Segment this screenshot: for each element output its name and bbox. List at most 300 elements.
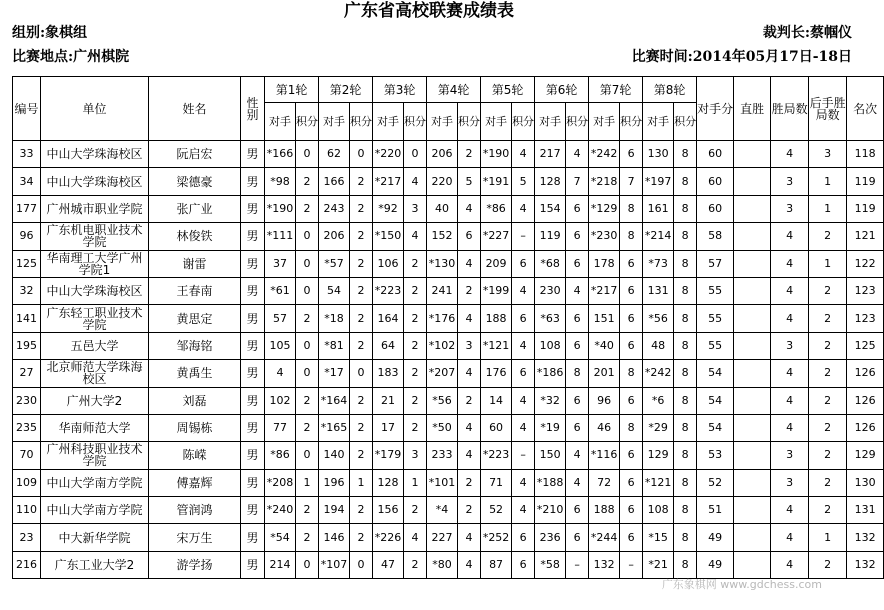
cell-no: 216	[13, 551, 41, 578]
cell-round-opponent: *190	[265, 195, 296, 222]
cell-round-opponent: *223	[481, 442, 512, 469]
cell-unit: 广州大学2	[41, 387, 149, 414]
cell-wins: 4	[771, 524, 809, 551]
cell-round-points: 4	[566, 277, 589, 304]
cell-round-points: 8	[674, 442, 697, 469]
cell-round-points: –	[512, 442, 535, 469]
cell-round-opponent: 241	[427, 277, 458, 304]
cell-round-opponent: 77	[265, 414, 296, 441]
header-points: 积分	[350, 103, 373, 141]
cell-round-points: –	[566, 551, 589, 578]
table-row	[13, 223, 884, 250]
cell-round-opponent: *58	[535, 551, 566, 578]
cell-round-points: 1	[350, 469, 373, 496]
cell-direct	[734, 141, 771, 168]
cell-direct	[734, 497, 771, 524]
cell-no: 235	[13, 414, 41, 441]
cell-round-points: 2	[458, 387, 481, 414]
header-opp: 对手	[373, 103, 404, 141]
cell-round-points: 0	[296, 360, 319, 387]
cell-round-opponent: 129	[643, 442, 674, 469]
cell-opp-score: 55	[697, 277, 734, 304]
cell-round-points: 6	[512, 250, 535, 277]
cell-wins: 4	[771, 414, 809, 441]
header-round-2: 第2轮	[319, 77, 373, 103]
cell-round-opponent: 209	[481, 250, 512, 277]
cell-round-points: 2	[404, 414, 427, 441]
cell-wins: 4	[771, 305, 809, 332]
cell-no: 33	[13, 141, 41, 168]
cell-opp-score: 60	[697, 195, 734, 222]
cell-round-opponent: 52	[481, 497, 512, 524]
cell-round-opponent: 108	[535, 332, 566, 359]
cell-unit: 中山大学珠海校区	[41, 141, 149, 168]
cell-black-wins: 2	[809, 360, 847, 387]
cell-round-opponent: *61	[265, 277, 296, 304]
cell-wins: 3	[771, 168, 809, 195]
cell-unit: 中山大学珠海校区	[41, 277, 149, 304]
cell-round-points: 8	[674, 168, 697, 195]
cell-sex: 男	[241, 332, 265, 359]
cell-round-opponent: 17	[373, 414, 404, 441]
cell-opp-score: 55	[697, 305, 734, 332]
header-opp: 对手	[265, 103, 296, 141]
cell-round-points: 6	[512, 305, 535, 332]
cell-round-points: 6	[620, 141, 643, 168]
page-title: 广东省高校联赛成绩表	[344, 1, 514, 21]
header-sex: 性别	[241, 77, 265, 141]
cell-round-opponent: *54	[265, 524, 296, 551]
cell-round-points: 8	[674, 551, 697, 578]
cell-round-points: 4	[458, 414, 481, 441]
cell-rank: 125	[847, 332, 884, 359]
cell-round-opponent: 206	[319, 223, 350, 250]
cell-wins: 4	[771, 497, 809, 524]
header-opp: 对手	[319, 103, 350, 141]
header-unit: 单位	[41, 77, 149, 141]
table-row	[13, 141, 884, 168]
cell-round-opponent: 60	[481, 414, 512, 441]
cell-unit: 广东机电职业技术学院	[41, 223, 149, 250]
cell-black-wins: 1	[809, 168, 847, 195]
cell-unit: 中大新华学院	[41, 524, 149, 551]
cell-round-opponent: 183	[373, 360, 404, 387]
cell-round-opponent: *107	[319, 551, 350, 578]
cell-round-opponent: 48	[643, 332, 674, 359]
cell-opp-score: 53	[697, 442, 734, 469]
cell-name: 游学扬	[149, 551, 241, 578]
cell-round-opponent: *190	[481, 141, 512, 168]
cell-round-opponent: 176	[481, 360, 512, 387]
cell-opp-score: 51	[697, 497, 734, 524]
header-points: 积分	[674, 103, 697, 141]
cell-round-points: 0	[296, 551, 319, 578]
cell-round-opponent: *242	[589, 141, 620, 168]
cell-rank: 129	[847, 442, 884, 469]
header-wins: 胜局数	[771, 77, 809, 141]
cell-round-points: 6	[620, 469, 643, 496]
cell-sex: 男	[241, 387, 265, 414]
cell-name: 管润鸿	[149, 497, 241, 524]
cell-round-points: 2	[350, 497, 373, 524]
cell-round-points: 2	[350, 524, 373, 551]
table-row	[13, 524, 884, 551]
cell-round-points: 0	[350, 141, 373, 168]
header-opp: 对手	[481, 103, 512, 141]
cell-round-opponent: 152	[427, 223, 458, 250]
table-row	[13, 305, 884, 332]
cell-round-points: 2	[404, 250, 427, 277]
cell-name: 阮启宏	[149, 141, 241, 168]
cell-round-opponent: 71	[481, 469, 512, 496]
cell-round-opponent: 21	[373, 387, 404, 414]
cell-round-points: 0	[296, 332, 319, 359]
cell-round-opponent: *116	[589, 442, 620, 469]
cell-round-points: 4	[566, 141, 589, 168]
table-row	[13, 497, 884, 524]
cell-sex: 男	[241, 250, 265, 277]
cell-round-opponent: *81	[319, 332, 350, 359]
cell-round-opponent: *244	[589, 524, 620, 551]
cell-direct	[734, 442, 771, 469]
cell-no: 70	[13, 442, 41, 469]
cell-opp-score: 58	[697, 223, 734, 250]
cell-round-opponent: 128	[373, 469, 404, 496]
cell-round-opponent: *98	[265, 168, 296, 195]
header-opp: 对手	[643, 103, 674, 141]
cell-rank: 130	[847, 469, 884, 496]
cell-no: 110	[13, 497, 41, 524]
cell-rank: 123	[847, 277, 884, 304]
cell-round-points: 2	[404, 277, 427, 304]
cell-round-opponent: *17	[319, 360, 350, 387]
cell-opp-score: 57	[697, 250, 734, 277]
cell-rank: 122	[847, 250, 884, 277]
cell-round-points: 6	[620, 305, 643, 332]
cell-sex: 男	[241, 524, 265, 551]
cell-round-points: 8	[674, 524, 697, 551]
cell-round-points: 2	[404, 360, 427, 387]
cell-round-points: 2	[404, 332, 427, 359]
cell-round-points: 6	[620, 497, 643, 524]
cell-rank: 118	[847, 141, 884, 168]
cell-rank: 132	[847, 524, 884, 551]
cell-round-opponent: 72	[589, 469, 620, 496]
header-round-1: 第1轮	[265, 77, 319, 103]
cell-round-opponent: 64	[373, 332, 404, 359]
cell-round-points: 6	[566, 250, 589, 277]
table-row	[13, 277, 884, 304]
cell-round-opponent: 131	[643, 277, 674, 304]
cell-unit: 中山大学南方学院	[41, 469, 149, 496]
cell-round-opponent: *73	[643, 250, 674, 277]
header-points: 积分	[458, 103, 481, 141]
cell-round-opponent: 102	[265, 387, 296, 414]
cell-sex: 男	[241, 223, 265, 250]
cell-round-points: 8	[620, 195, 643, 222]
cell-round-opponent: *32	[535, 387, 566, 414]
cell-name: 林俊铁	[149, 223, 241, 250]
header-no: 编号	[13, 77, 41, 141]
cell-no: 96	[13, 223, 41, 250]
cell-black-wins: 2	[809, 277, 847, 304]
cell-round-opponent: 62	[319, 141, 350, 168]
cell-unit: 广州城市职业学院	[41, 195, 149, 222]
cell-round-points: 2	[296, 195, 319, 222]
cell-round-opponent: 108	[643, 497, 674, 524]
cell-round-points: 2	[350, 414, 373, 441]
cell-round-points: 2	[296, 414, 319, 441]
cell-unit: 中山大学南方学院	[41, 497, 149, 524]
cell-round-points: 0	[296, 223, 319, 250]
cell-round-opponent: *197	[643, 168, 674, 195]
cell-sex: 男	[241, 168, 265, 195]
header-points: 积分	[296, 103, 319, 141]
cell-round-points: 0	[296, 141, 319, 168]
cell-round-points: 2	[296, 497, 319, 524]
cell-round-points: 3	[404, 442, 427, 469]
table-row	[13, 414, 884, 441]
cell-sex: 男	[241, 551, 265, 578]
cell-round-points: 2	[458, 277, 481, 304]
cell-round-opponent: 151	[589, 305, 620, 332]
cell-round-points: 8	[674, 141, 697, 168]
cell-round-opponent: *86	[265, 442, 296, 469]
cell-unit: 广东轻工职业技术学院	[41, 305, 149, 332]
cell-round-points: 2	[404, 551, 427, 578]
cell-round-opponent: *56	[427, 387, 458, 414]
cell-round-opponent: 161	[643, 195, 674, 222]
cell-round-opponent: 4	[265, 360, 296, 387]
cell-round-opponent: *111	[265, 223, 296, 250]
table-row	[13, 469, 884, 496]
cell-round-points: 8	[674, 305, 697, 332]
cell-round-opponent: *19	[535, 414, 566, 441]
cell-round-opponent: 105	[265, 332, 296, 359]
cell-no: 34	[13, 168, 41, 195]
table-row	[13, 332, 884, 359]
cell-round-opponent: 220	[427, 168, 458, 195]
cell-opp-score: 60	[697, 168, 734, 195]
cell-round-opponent: *252	[481, 524, 512, 551]
cell-rank: 126	[847, 414, 884, 441]
cell-direct	[734, 387, 771, 414]
cell-direct	[734, 223, 771, 250]
cell-round-points: 4	[512, 277, 535, 304]
cell-round-opponent: *166	[265, 141, 296, 168]
cell-round-points: 8	[674, 497, 697, 524]
cell-round-points: 8	[674, 332, 697, 359]
venue-label: 比赛地点:广州棋院	[12, 49, 130, 65]
header-round-6: 第6轮	[535, 77, 589, 103]
cell-name: 黄思定	[149, 305, 241, 332]
cell-round-opponent: *240	[265, 497, 296, 524]
header-round-5: 第5轮	[481, 77, 535, 103]
cell-round-opponent: *191	[481, 168, 512, 195]
results-table-container	[12, 76, 878, 610]
cell-round-opponent: 188	[589, 497, 620, 524]
cell-sex: 男	[241, 195, 265, 222]
cell-round-points: 2	[458, 497, 481, 524]
cell-no: 125	[13, 250, 41, 277]
cell-round-opponent: *220	[373, 141, 404, 168]
cell-round-points: 8	[674, 277, 697, 304]
cell-direct	[734, 469, 771, 496]
cell-no: 141	[13, 305, 41, 332]
cell-black-wins: 1	[809, 524, 847, 551]
cell-direct	[734, 551, 771, 578]
cell-round-opponent: *217	[373, 168, 404, 195]
cell-rank: 126	[847, 387, 884, 414]
table-row	[13, 250, 884, 277]
cell-round-opponent: *214	[643, 223, 674, 250]
cell-round-opponent: 96	[589, 387, 620, 414]
header-opp: 对手	[535, 103, 566, 141]
cell-direct	[734, 195, 771, 222]
cell-direct	[734, 524, 771, 551]
cell-round-points: 6	[620, 442, 643, 469]
cell-round-opponent: *227	[481, 223, 512, 250]
cell-sex: 男	[241, 277, 265, 304]
cell-round-points: –	[512, 223, 535, 250]
watermark: 广东象棋网 www.gdchess.com	[661, 578, 822, 591]
cell-black-wins: 1	[809, 250, 847, 277]
table-row	[13, 387, 884, 414]
cell-round-points: 2	[296, 524, 319, 551]
cell-round-opponent: 54	[319, 277, 350, 304]
cell-round-opponent: *130	[427, 250, 458, 277]
cell-round-points: 2	[350, 223, 373, 250]
cell-round-points: 4	[404, 223, 427, 250]
cell-rank: 119	[847, 168, 884, 195]
cell-direct	[734, 360, 771, 387]
cell-round-points: 7	[620, 168, 643, 195]
cell-round-points: 0	[404, 141, 427, 168]
cell-round-points: 6	[512, 360, 535, 387]
cell-black-wins: 2	[809, 551, 847, 578]
cell-round-opponent: 140	[319, 442, 350, 469]
cell-round-points: 0	[350, 551, 373, 578]
cell-round-points: 3	[458, 332, 481, 359]
cell-round-points: 6	[512, 524, 535, 551]
cell-round-opponent: 40	[427, 195, 458, 222]
table-row	[13, 551, 884, 578]
cell-round-opponent: *179	[373, 442, 404, 469]
header-points: 积分	[512, 103, 535, 141]
cell-round-points: 2	[404, 497, 427, 524]
cell-round-points: 4	[458, 305, 481, 332]
cell-round-opponent: 87	[481, 551, 512, 578]
cell-round-opponent: 178	[589, 250, 620, 277]
cell-round-opponent: *165	[319, 414, 350, 441]
cell-black-wins: 2	[809, 305, 847, 332]
cell-wins: 3	[771, 332, 809, 359]
cell-name: 刘磊	[149, 387, 241, 414]
cell-black-wins: 2	[809, 387, 847, 414]
header-direct: 直胜	[734, 77, 771, 141]
cell-rank: 132	[847, 551, 884, 578]
header-points: 积分	[404, 103, 427, 141]
cell-black-wins: 3	[809, 141, 847, 168]
table-row	[13, 168, 884, 195]
cell-rank: 121	[847, 223, 884, 250]
cell-round-points: 4	[566, 442, 589, 469]
cell-round-opponent: *18	[319, 305, 350, 332]
cell-round-opponent: 150	[535, 442, 566, 469]
header-round-7: 第7轮	[589, 77, 643, 103]
cell-round-points: 6	[566, 223, 589, 250]
cell-opp-score: 54	[697, 387, 734, 414]
cell-round-points: 6	[620, 277, 643, 304]
cell-round-opponent: 206	[427, 141, 458, 168]
cell-sex: 男	[241, 442, 265, 469]
cell-sex: 男	[241, 497, 265, 524]
cell-round-opponent: 57	[265, 305, 296, 332]
cell-round-points: 6	[566, 497, 589, 524]
cell-opp-score: 52	[697, 469, 734, 496]
date-label: 比赛时间:2014年05月17日-18日	[631, 49, 852, 65]
cell-round-opponent: 156	[373, 497, 404, 524]
cell-round-points: 3	[404, 195, 427, 222]
cell-round-points: 2	[350, 387, 373, 414]
cell-no: 230	[13, 387, 41, 414]
cell-sex: 男	[241, 414, 265, 441]
cell-round-points: 4	[512, 497, 535, 524]
cell-round-opponent: 132	[589, 551, 620, 578]
cell-round-points: 1	[404, 469, 427, 496]
cell-direct	[734, 414, 771, 441]
cell-round-opponent: 233	[427, 442, 458, 469]
cell-black-wins: 2	[809, 223, 847, 250]
cell-unit: 北京师范大学珠海校区	[41, 360, 149, 387]
cell-round-opponent: *63	[535, 305, 566, 332]
cell-round-opponent: *199	[481, 277, 512, 304]
cell-round-opponent: *176	[427, 305, 458, 332]
cell-round-points: 4	[404, 168, 427, 195]
cell-wins: 4	[771, 551, 809, 578]
cell-round-opponent: *40	[589, 332, 620, 359]
cell-unit: 广州科技职业技术学院	[41, 442, 149, 469]
cell-round-points: 8	[620, 223, 643, 250]
cell-round-points: 8	[674, 250, 697, 277]
cell-round-points: 4	[458, 551, 481, 578]
cell-round-opponent: *68	[535, 250, 566, 277]
cell-no: 27	[13, 360, 41, 387]
cell-round-points: 2	[350, 250, 373, 277]
cell-name: 陈嵘	[149, 442, 241, 469]
cell-round-points: 6	[620, 387, 643, 414]
cell-round-points: 6	[566, 387, 589, 414]
cell-black-wins: 2	[809, 414, 847, 441]
cell-round-points: 2	[350, 277, 373, 304]
cell-round-points: 4	[458, 360, 481, 387]
cell-round-opponent: 236	[535, 524, 566, 551]
header-name: 姓名	[149, 77, 241, 141]
cell-round-opponent: *188	[535, 469, 566, 496]
cell-name: 梁德豪	[149, 168, 241, 195]
cell-name: 王春南	[149, 277, 241, 304]
cell-round-opponent: 194	[319, 497, 350, 524]
cell-round-points: 6	[566, 414, 589, 441]
cell-black-wins: 2	[809, 332, 847, 359]
cell-round-points: 6	[512, 551, 535, 578]
cell-name: 傅嘉辉	[149, 469, 241, 496]
cell-wins: 4	[771, 387, 809, 414]
cell-round-points: 2	[296, 387, 319, 414]
cell-round-opponent: *57	[319, 250, 350, 277]
cell-unit: 华南师范大学	[41, 414, 149, 441]
cell-round-points: 8	[674, 469, 697, 496]
